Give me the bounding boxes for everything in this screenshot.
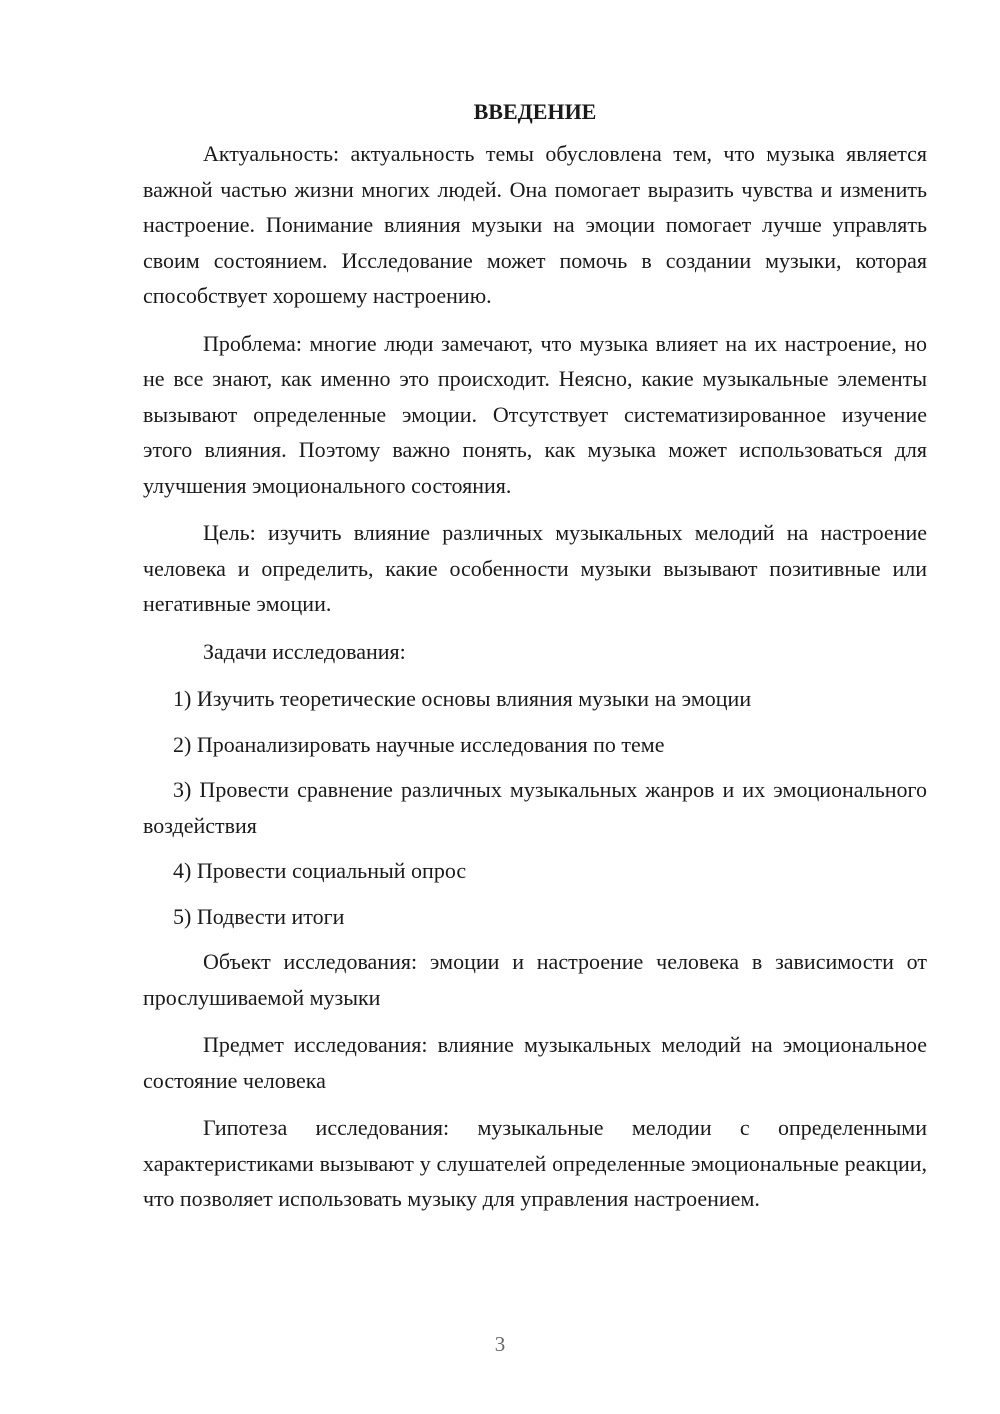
paragraph-goal: Цель: изучить влияние различных музыкальных мелодий на настроение человека и определить, какие особенности музыки вызывают позитивные или негативные эмоции. <box>143 520 927 616</box>
list-item: 1) Изучить теоретические основы влияния музыки на эмоции <box>173 686 752 711</box>
page-number: 3 <box>494 1332 506 1356</box>
tasks-heading: Задачи исследования: <box>203 638 406 664</box>
tasks-list <box>143 681 927 934</box>
document-page <box>143 96 927 1229</box>
paragraph-subject: Предмет исследования: влияние музыкальных мелодий на эмоциональное состояние человека <box>143 1032 927 1093</box>
list-item: 4) Провести социальный опрос <box>173 858 467 883</box>
list-item: 5) Подвести итоги <box>173 903 345 929</box>
paragraph-hypothesis: Гипотеза исследования: музыкальные мелодии с определенными характеристиками вызывают у слушателей определенные эмоциональные реакции, что позволяет использовать музыку для управления настроением. <box>143 1115 927 1211</box>
list-item: 3) Провести сравнение различных музыкальных жанров и их эмоционального воздействия <box>143 777 927 838</box>
list-item: 2) Проанализировать научные исследования по теме <box>173 731 665 757</box>
page-title: ВВЕДЕНИЕ <box>473 99 597 124</box>
paragraph-problem: Проблема: многие люди замечают, что музыка влияет на их настроение, но не все знают, как именно это происходит. Неясно, какие музыкальные элементы вызывают определенные эмоции. Отсутствует систематизированное изучение этого влияния. Поэтому важно понять, как музыка может использоваться для улучшения эмоционального состояния. <box>143 330 927 498</box>
paragraph-object: Объект исследования: эмоции и настроение человека в зависимости от прослушиваемой музыки <box>143 949 927 1010</box>
paragraph-relevance: Актуальность: актуальность темы обусловлена тем, что музыка является важной частью жизни многих людей. Она помогает выразить чувства и изменить настроение. Понимание влияния музыки на эмоции помогает лучше управлять своим состоянием. Исследование может помочь в создании музыки, которая способствует хорошему настроению. <box>143 141 927 308</box>
